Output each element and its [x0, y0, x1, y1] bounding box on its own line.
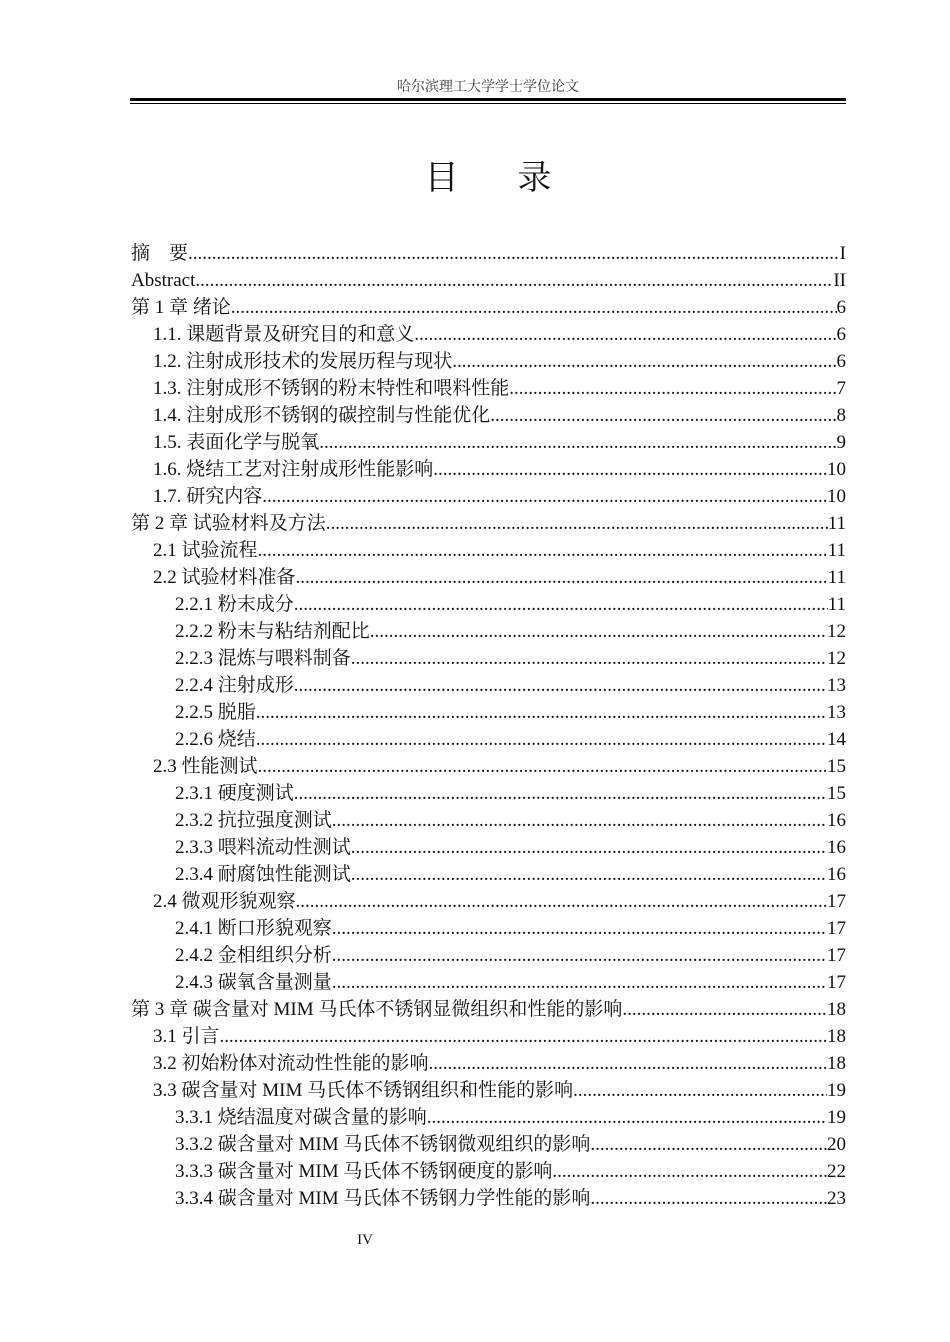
toc-leader-dots	[452, 348, 836, 375]
toc-entry-page: 18	[827, 1026, 846, 1047]
toc-entry[interactable]	[131, 429, 846, 456]
toc-entry[interactable]	[131, 1104, 846, 1131]
toc-entry[interactable]	[131, 915, 846, 942]
toc-entry-page: 16	[827, 864, 846, 885]
toc-entry-label: 1.3. 注射成形不锈钢的粉末特性和喂料性能	[153, 378, 510, 399]
toc-entry-label: 3.3.3 碳含量对 MIM 马氏体不锈钢硬度的影响	[175, 1161, 553, 1182]
toc-entry-label: 1.1. 课题背景及研究目的和意义	[153, 324, 415, 345]
toc-leader-dots	[256, 699, 827, 726]
toc-leader-dots	[294, 591, 828, 618]
toc-leader-dots	[256, 726, 827, 753]
toc-entry-page: 22	[827, 1161, 846, 1182]
toc-leader-dots	[490, 402, 836, 429]
toc-entry-label: 2.3.2 抗拉强度测试	[175, 810, 332, 831]
toc-entry-page: 20	[827, 1134, 846, 1155]
toc-entry-page: 13	[827, 702, 846, 723]
toc-entry-page: 8	[836, 405, 846, 426]
header-rule-thin	[130, 103, 846, 104]
toc-entry[interactable]	[131, 294, 846, 321]
toc-leader-dots	[351, 834, 827, 861]
toc-entry-page: 6	[836, 324, 846, 345]
toc-entry-label: 第 2 章 试验材料及方法	[131, 513, 326, 534]
toc-entry-page: 6	[836, 351, 846, 372]
toc-entry-label: 3.3 碳含量对 MIM 马氏体不锈钢组织和性能的影响	[153, 1080, 574, 1101]
toc-entry[interactable]	[131, 780, 846, 807]
toc-entry-page: II	[833, 270, 846, 291]
toc-entry-label: 3.1 引言	[153, 1026, 220, 1047]
toc-entry-page: 11	[827, 540, 846, 561]
toc-leader-dots	[414, 321, 836, 348]
toc-entry-page: 15	[827, 756, 846, 777]
toc-entry[interactable]	[131, 267, 846, 294]
toc-entry[interactable]	[131, 591, 846, 618]
running-header: 哈尔滨理工大学学士学位论文	[397, 80, 579, 95]
page-number: IV	[357, 1232, 373, 1248]
toc-leader-dots	[429, 1050, 827, 1077]
toc-leader-dots	[294, 780, 827, 807]
toc-leader-dots	[195, 267, 833, 294]
toc-entry-label: 3.3.4 碳含量对 MIM 马氏体不锈钢力学性能的影响	[175, 1188, 591, 1209]
toc-entry[interactable]	[131, 1158, 846, 1185]
toc-entry-page: 19	[827, 1080, 846, 1101]
toc-entry-page: 10	[827, 459, 846, 480]
toc-entry-page: 12	[827, 648, 846, 669]
toc-entry[interactable]	[131, 645, 846, 672]
toc-entry-label: 第 1 章 绪论	[131, 297, 231, 318]
toc-entry[interactable]	[131, 996, 846, 1023]
toc-entry-page: 17	[827, 945, 846, 966]
toc-leader-dots	[351, 645, 827, 672]
toc-entry-label: 2.1 试验流程	[153, 540, 258, 561]
toc-leader-dots	[351, 861, 827, 888]
toc-entry[interactable]	[131, 348, 846, 375]
toc-leader-dots	[552, 1158, 827, 1185]
toc-leader-dots	[332, 942, 827, 969]
toc-entry[interactable]	[131, 807, 846, 834]
toc-entry-label: 2.2.2 粉末与粘结剂配比	[175, 621, 370, 642]
page-title: 目 录	[424, 158, 576, 198]
toc-leader-dots	[188, 240, 840, 267]
toc-entry-page: 9	[836, 432, 846, 453]
toc-leader-dots	[220, 1023, 827, 1050]
toc-leader-dots	[332, 915, 827, 942]
toc-entry-label: 1.7. 研究内容	[153, 486, 263, 507]
toc-entry[interactable]	[131, 618, 846, 645]
toc-entry[interactable]	[131, 483, 846, 510]
toc-leader-dots	[231, 294, 837, 321]
toc-entry[interactable]	[131, 1077, 846, 1104]
toc-entry[interactable]	[131, 726, 846, 753]
toc-entry-label: 2.4 微观形貌观察	[153, 891, 296, 912]
toc-entry-label: 2.2.3 混炼与喂料制备	[175, 648, 351, 669]
toc-entry-label: 2.3.3 喂料流动性测试	[175, 837, 351, 858]
toc-entry-page: 11	[827, 594, 846, 615]
toc-entry-page: 14	[827, 729, 846, 750]
toc-entry[interactable]	[131, 537, 846, 564]
toc-entry[interactable]	[131, 456, 846, 483]
toc-entry-label: 2.2.4 注射成形	[175, 675, 294, 696]
toc-entry-label: 2.2 试验材料准备	[153, 567, 296, 588]
table-of-contents	[131, 240, 846, 1212]
toc-entry-label: 2.4.2 金相组织分析	[175, 945, 332, 966]
toc-entry-page: 17	[827, 918, 846, 939]
toc-entry[interactable]	[131, 969, 846, 996]
toc-entry-label: 第 3 章 碳含量对 MIM 马氏体不锈钢显微组织和性能的影响	[131, 999, 623, 1020]
toc-leader-dots	[590, 1131, 827, 1158]
toc-entry-page: 13	[827, 675, 846, 696]
toc-leader-dots	[319, 429, 836, 456]
toc-entry-page: 12	[827, 621, 846, 642]
toc-entry[interactable]	[131, 510, 846, 537]
toc-entry-page: 17	[827, 891, 846, 912]
toc-entry[interactable]	[131, 672, 846, 699]
toc-entry-label: 2.4.1 断口形貌观察	[175, 918, 332, 939]
toc-leader-dots	[573, 1077, 827, 1104]
toc-entry-label: 3.2 初始粉体对流动性性能的影响	[153, 1053, 429, 1074]
toc-entry-label: 2.2.5 脱脂	[175, 702, 256, 723]
toc-entry[interactable]	[131, 321, 846, 348]
toc-entry-page: 11	[827, 513, 846, 534]
toc-entry-label: 2.3.4 耐腐蚀性能测试	[175, 864, 351, 885]
toc-entry-label: 1.2. 注射成形技术的发展历程与现状	[153, 351, 453, 372]
toc-leader-dots	[262, 483, 827, 510]
toc-entry-page: 23	[827, 1188, 846, 1209]
toc-leader-dots	[296, 888, 827, 915]
toc-entry[interactable]	[131, 1185, 846, 1212]
toc-entry[interactable]	[131, 888, 846, 915]
toc-leader-dots	[370, 618, 827, 645]
toc-entry-label: 2.2.6 烧结	[175, 729, 256, 750]
toc-entry[interactable]	[131, 1050, 846, 1077]
toc-entry[interactable]	[131, 240, 846, 267]
toc-leader-dots	[332, 969, 827, 996]
toc-entry-page: 7	[836, 378, 846, 399]
toc-entry-label: 2.3.1 硬度测试	[175, 783, 294, 804]
toc-entry-label: 2.3 性能测试	[153, 756, 258, 777]
toc-entry[interactable]	[131, 564, 846, 591]
toc-entry[interactable]	[131, 942, 846, 969]
toc-entry-page: 16	[827, 810, 846, 831]
toc-entry-label: Abstract	[131, 270, 196, 291]
toc-entry-page: 17	[827, 972, 846, 993]
toc-entry[interactable]	[131, 753, 846, 780]
toc-leader-dots	[294, 672, 827, 699]
toc-leader-dots	[427, 1104, 827, 1131]
toc-entry-label: 1.5. 表面化学与脱氧	[153, 432, 320, 453]
toc-entry[interactable]	[131, 402, 846, 429]
toc-entry[interactable]	[131, 1023, 846, 1050]
toc-entry-page: 15	[827, 783, 846, 804]
toc-entry-page: 19	[827, 1107, 846, 1128]
toc-entry-label: 1.4. 注射成形不锈钢的碳控制与性能优化	[153, 405, 491, 426]
toc-leader-dots	[326, 510, 828, 537]
toc-entry-label: 2.2.1 粉末成分	[175, 594, 294, 615]
toc-entry-label: 2.4.3 碳氧含量测量	[175, 972, 332, 993]
toc-entry-page: 6	[836, 297, 846, 318]
toc-entry[interactable]	[131, 861, 846, 888]
toc-entry[interactable]	[131, 375, 846, 402]
toc-entry[interactable]	[131, 699, 846, 726]
header-rule-thick	[130, 98, 846, 101]
toc-leader-dots	[258, 753, 827, 780]
toc-entry-label: 3.3.2 碳含量对 MIM 马氏体不锈钢微观组织的影响	[175, 1134, 591, 1155]
toc-entry-label: 1.6. 烧结工艺对注射成形性能影响	[153, 459, 434, 480]
toc-leader-dots	[590, 1185, 827, 1212]
toc-leader-dots	[509, 375, 836, 402]
toc-leader-dots	[258, 537, 828, 564]
toc-entry-page: I	[839, 243, 846, 264]
toc-entry-page: 10	[827, 486, 846, 507]
toc-leader-dots	[622, 996, 827, 1023]
toc-entry-page: 18	[827, 999, 846, 1020]
toc-leader-dots	[296, 564, 828, 591]
toc-entry-page: 18	[827, 1053, 846, 1074]
toc-entry[interactable]	[131, 834, 846, 861]
toc-entry-label: 3.3.1 烧结温度对碳含量的影响	[175, 1107, 427, 1128]
toc-leader-dots	[433, 456, 827, 483]
toc-leader-dots	[332, 807, 827, 834]
toc-entry[interactable]	[131, 1131, 846, 1158]
toc-entry-label: 摘 要	[131, 243, 189, 264]
toc-entry-page: 16	[827, 837, 846, 858]
toc-entry-page: 11	[827, 567, 846, 588]
